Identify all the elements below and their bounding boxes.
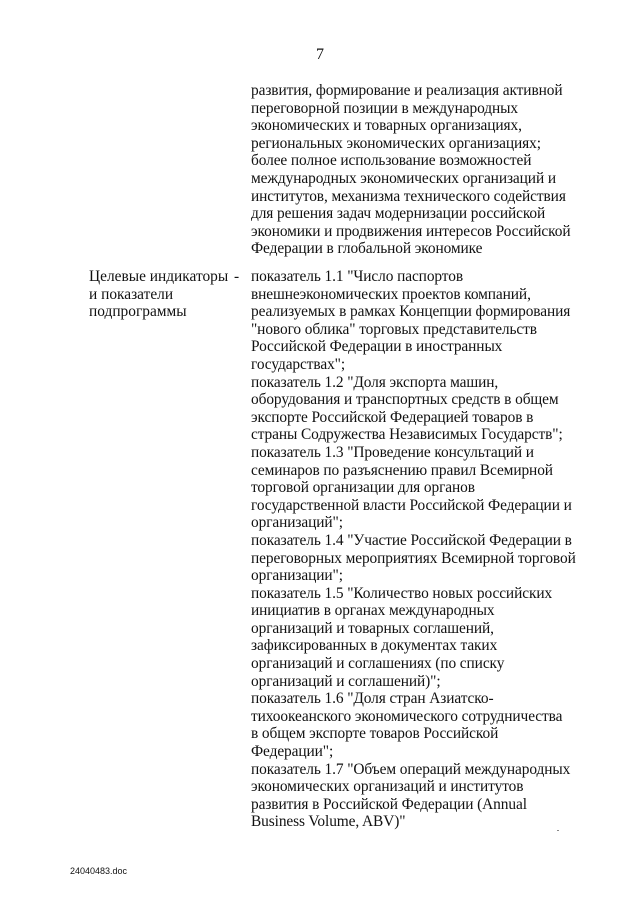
text-line: международных экономических организаций и <box>251 169 556 187</box>
indicator-line: в общем экспорте товаров Российской <box>251 725 499 743</box>
label-line: Целевые индикаторы <box>89 268 229 285</box>
indicator-line: организации"; <box>251 567 343 585</box>
indicator-line: Business Volume, ABV)" <box>251 813 406 831</box>
continuation-text <box>251 82 587 258</box>
text-line: развития, формирование и реализация активной <box>251 82 563 99</box>
indicator-line: государственной власти Российской Федерации и <box>251 496 572 514</box>
indicator-line: зафиксированных в документах таких <box>251 637 498 655</box>
scan-speck <box>557 830 559 831</box>
indicator-line: показатель 1.6 "Доля стран Азиатско- <box>251 690 494 708</box>
indicator-line: реализуемых в рамках Концепции формирования <box>251 303 571 321</box>
text-line: переговорной позиции в международных <box>251 99 518 117</box>
indicator-line: показатель 1.2 "Доля экспорта машин, <box>251 373 499 391</box>
indicator-line: торговой организации для органов <box>251 479 475 497</box>
indicator-line: Российской Федерации в иностранных <box>251 338 503 356</box>
text-line: Федерации в глобальной экономике <box>251 240 483 258</box>
indicator-line: показатель 1.3 "Проведение консультаций и <box>251 443 534 461</box>
indicator-line: организаций"; <box>251 514 343 532</box>
text-line: региональных экономических организациях; <box>251 134 541 152</box>
indicator-line: организаций и соглашениях (по списку <box>251 655 505 673</box>
indicators-list <box>251 268 587 831</box>
indicator-line: оборудования и транспортных средств в общем <box>251 391 559 409</box>
indicator-line: страны Содружества Независимых Государств"; <box>251 426 563 444</box>
text-line: для решения задач модернизации российской <box>251 205 546 223</box>
text-line: экономики и продвижения интересов Российской <box>251 222 571 240</box>
indicator-line: внешнеэкономических проектов компаний, <box>251 285 531 303</box>
text-line: более полное использование возможностей <box>251 152 532 170</box>
label-line: подпрограммы <box>89 303 187 321</box>
indicator-line: показатель 1.1 "Число паспортов <box>251 268 463 285</box>
indicator-line: переговорных мероприятиях Всемирной торговой <box>251 549 576 567</box>
indicator-line: инициатив в органах международных <box>251 602 495 620</box>
indicators-label <box>89 268 229 321</box>
label-dash: - <box>234 268 240 285</box>
indicator-line: показатель 1.7 "Объем операций международных <box>251 760 571 778</box>
footer-file-name: 24040483.doc <box>70 866 128 876</box>
indicator-line: "нового облика" торговых представительств <box>251 320 537 338</box>
indicator-line: показатель 1.5 "Количество новых российских <box>251 584 553 602</box>
label-line: и показатели <box>89 285 174 303</box>
text-line: институтов, механизма технического содействия <box>251 187 566 205</box>
indicator-line: показатель 1.4 "Участие Российской Федерации в <box>251 531 572 549</box>
page-number: 7 <box>316 46 324 63</box>
indicator-line: развития в Российской Федерации (Annual <box>251 795 527 813</box>
indicator-line: организаций и соглашений)"; <box>251 672 441 690</box>
indicator-line: государствах"; <box>251 355 346 373</box>
indicator-line: тихоокеанского экономического сотрудничества <box>251 707 563 725</box>
indicator-line: экспорте Российской Федерацией товаров в <box>251 408 534 426</box>
indicator-line: организаций и товарных соглашений, <box>251 619 494 637</box>
indicator-line: семинаров по разъяснению правил Всемирной <box>251 461 553 479</box>
indicator-line: экономических организаций и институтов <box>251 778 524 796</box>
text-line: экономических и товарных организациях, <box>251 117 522 135</box>
indicator-line: Федерации"; <box>251 743 334 761</box>
